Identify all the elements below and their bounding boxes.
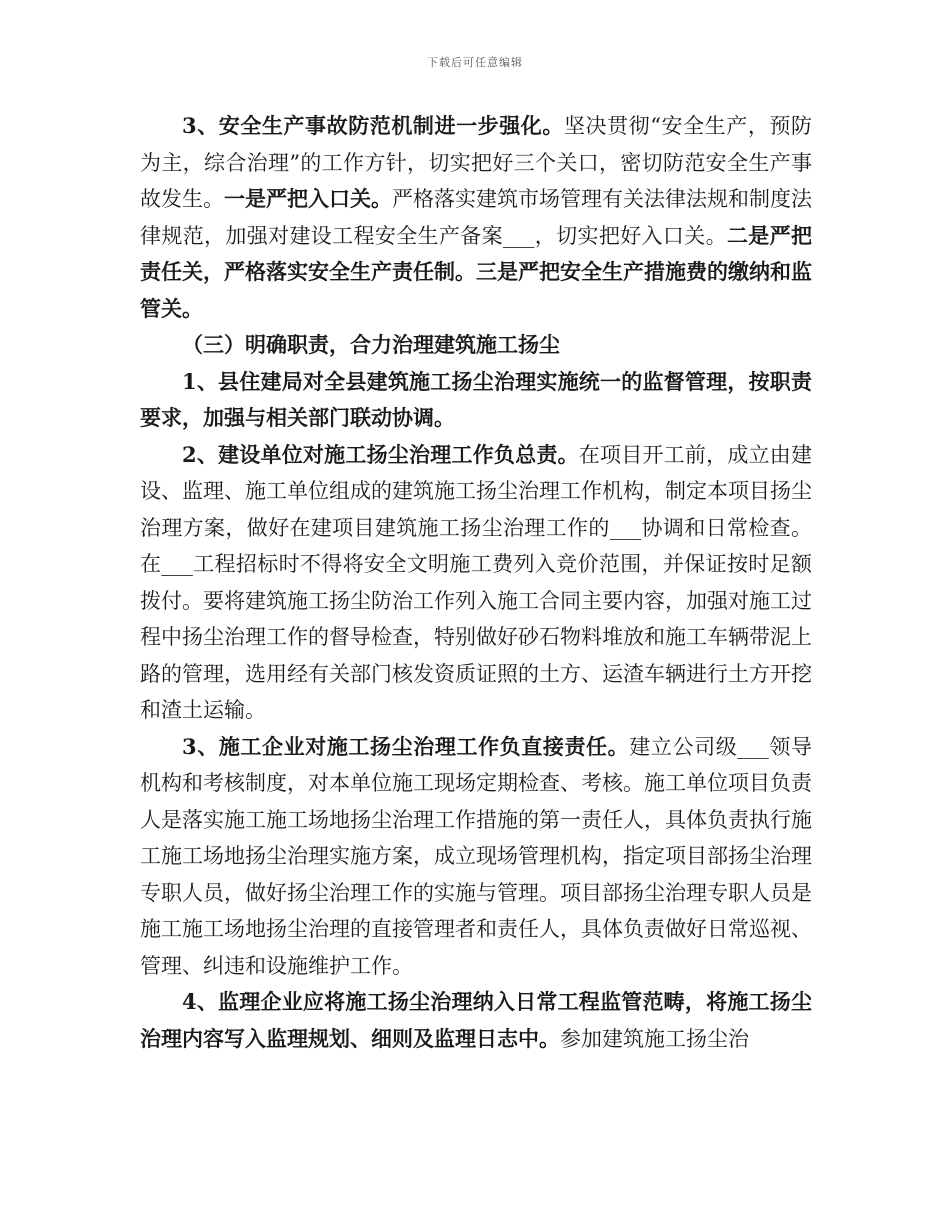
paragraph-run: 2、建设单位对施工扬尘治理工作负总责。 [182, 441, 579, 467]
paragraph-run: 坚决贯彻“安全生产，预防为主，综合治理”的工作方针，切实把好三个关口，密切防范安全生产事故发生。 [140, 114, 812, 211]
paragraph-run: 3、施工企业对施工扬尘治理工作负直接责任。 [182, 733, 630, 759]
paragraph-run: 一是严把入口关。 [224, 186, 392, 211]
section-heading [140, 327, 812, 364]
paragraph-run: 3、安全生产事故防范机制进一步强化。 [182, 113, 564, 138]
paragraph-run: 二是严把责任关，严格落实安全生产责任制。三是严把安全生产措施费的缴纳和监管关。 [140, 222, 813, 321]
paragraph-run: 建立公司级___领导机构和考核制度，对本单位施工现场定期检查、考核。施工单位项目负责人是落实施工施工场地扬尘治理工作措施的第一责任人，具体负责执行施工施工场地扬尘治理实施方案，成立现场管理机构，指定项目部扬尘治理专职人员，做好扬尘治理工作的实施与管理。项目部扬尘治理专职人员是施工施工场地扬尘治理的直接管理者和责任人，具体负责做好日常巡视、管理、纠违和设施维护工作。 [140, 734, 812, 978]
paragraph-run: 1、县住建局对全县建筑施工扬尘治理实施统一的监督管理，按职责要求，加强与相关部门联动协调。 [140, 368, 812, 430]
paragraph-safety-mechanism [140, 108, 812, 327]
paragraph-construction-enterprise [140, 729, 812, 985]
header-note: 下载后可任意编辑 [427, 56, 523, 69]
paragraph-run: 在项目开工前，成立由建设、监理、施工单位组成的建筑施工扬尘治理工作机构，制定本项目扬尘治理方案，做好在建项目建筑施工扬尘治理工作的___协调和日常检查。在___工程招标时不得将安全文明施工费列入竞价范围，并保证按时足额拨付。要将建筑施工扬尘防治工作列入施工合同主要内容，加强对施工过程中扬尘治理工作的督导检查，特别做好砂石物料堆放和施工车辆带泥上路的管理，选用经有关部门核发资质证照的土方、运渣车辆进行土方开挖和渣土运输。 [140, 442, 812, 722]
paragraph-run: 4、监理企业应将施工扬尘治理纳入日常工程监管范畴，将施工扬尘治理内容写入监理规划、细则及监理日志中。 [140, 989, 812, 1051]
section-heading-text: （三）明确职责，合力治理建筑施工扬尘 [182, 332, 560, 357]
paragraph-run: 严格落实建筑市场管理有关法律法规和制度法律规范，加强对建设工程安全生产备案___，切实把好入口关。 [140, 187, 812, 248]
paragraph-construction-unit [140, 437, 812, 729]
paragraph-county-bureau [140, 364, 812, 437]
paragraph-run: 参加建筑施工扬尘治 [560, 1026, 749, 1051]
body-text [140, 108, 812, 1057]
paragraph-supervision-enterprise [140, 984, 812, 1057]
